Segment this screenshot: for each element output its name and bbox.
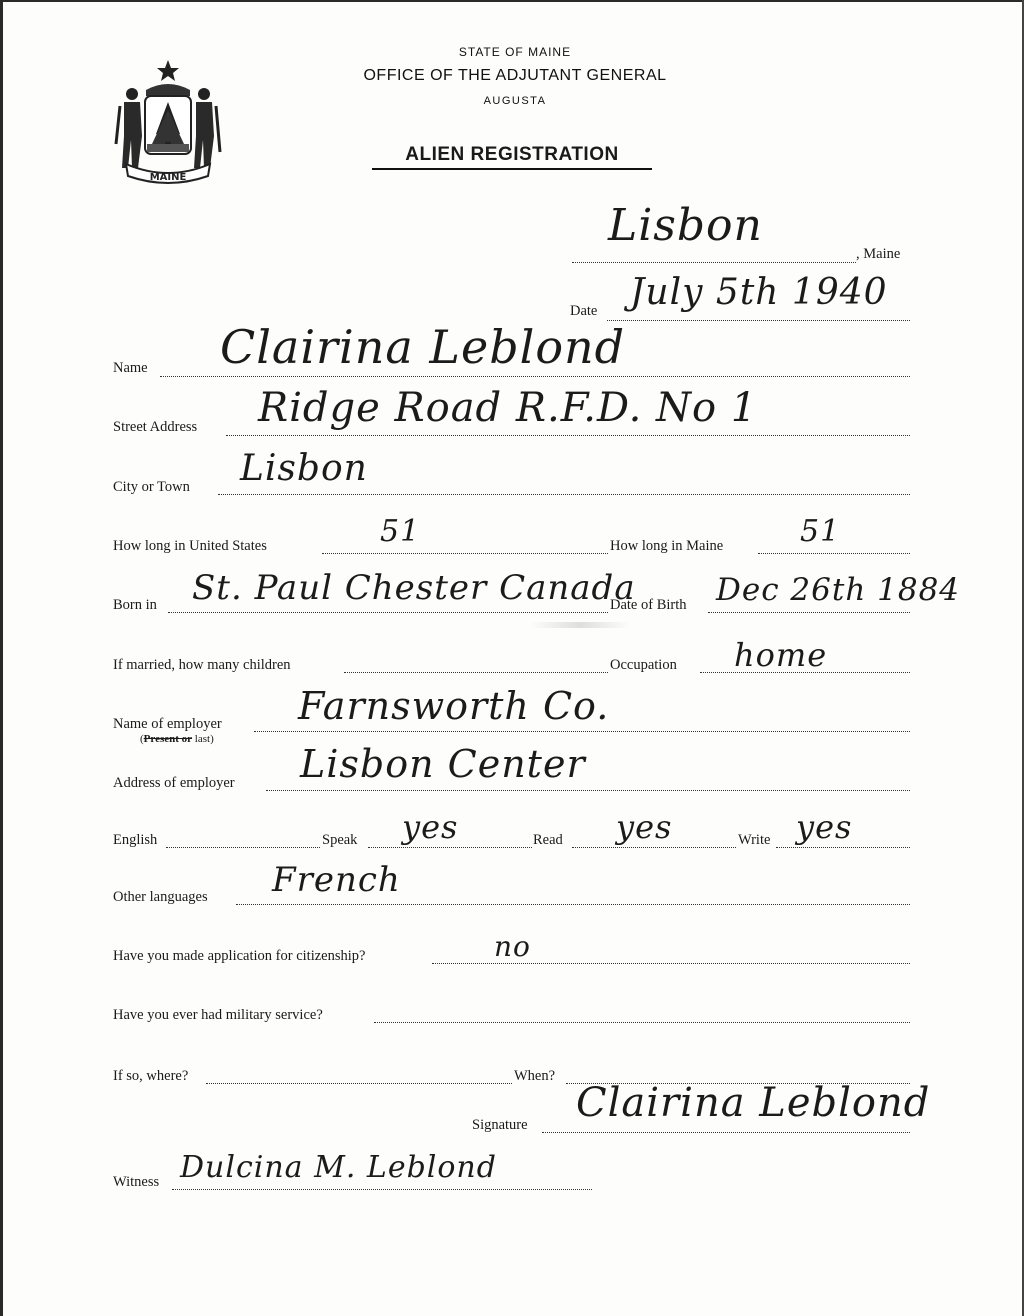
place-value[interactable]: Lisbon [608, 200, 763, 251]
signature-value[interactable]: Clairina Leblond [576, 1080, 931, 1126]
speak-label: Speak [322, 832, 358, 848]
employer-address-line [266, 790, 910, 791]
english-label: English [113, 832, 158, 848]
read-line [572, 847, 736, 848]
date-of-birth-label: Date of Birth [610, 597, 687, 613]
name-value[interactable]: Clairina Leblond [220, 320, 626, 374]
page-edge-left [0, 0, 3, 1316]
maine-state-seal-icon [112, 56, 224, 186]
employer-sublabel [140, 733, 214, 745]
employer-address-label: Address of employer [113, 775, 235, 791]
where-line [206, 1083, 512, 1084]
how-long-maine-label: How long in Maine [610, 538, 724, 554]
place-suffix: , Maine [856, 246, 901, 262]
how-long-us-label: How long in United States [113, 538, 267, 554]
military-label: Have you ever had military service? [113, 1007, 323, 1023]
employer-sublabel-paren: ( [140, 733, 144, 745]
header-office: OFFICE OF THE ADJUTANT GENERAL [363, 67, 667, 84]
name-line [160, 376, 910, 377]
city-value[interactable]: Lisbon [240, 448, 368, 489]
street-address-value[interactable]: Ridge Road R.F.D. No 1 [258, 385, 758, 431]
date-of-birth-value[interactable]: Dec 26th 1884 [716, 572, 961, 608]
signature-label: Signature [472, 1117, 528, 1133]
employer-label: Name of employer [113, 716, 222, 732]
employer-sublabel-struck: Present or [143, 733, 193, 745]
born-in-value[interactable]: St. Paul Chester Canada [192, 568, 636, 608]
how-long-us-line [322, 553, 608, 554]
citizenship-line [432, 963, 910, 964]
occupation-label: Occupation [610, 657, 677, 673]
military-line [374, 1022, 910, 1023]
how-long-maine-value[interactable]: 51 [800, 514, 841, 549]
born-in-line [168, 612, 608, 613]
street-address-label: Street Address [113, 419, 198, 435]
read-value[interactable]: yes [616, 808, 673, 846]
signature-line [542, 1132, 910, 1133]
write-label: Write [738, 832, 771, 848]
paper-scuff [530, 622, 630, 628]
name-label: Name [113, 360, 148, 376]
city-label: City or Town [113, 479, 190, 495]
speak-value[interactable]: yes [402, 808, 459, 846]
read-label: Read [533, 832, 563, 848]
street-address-line [226, 435, 910, 436]
write-line [776, 847, 910, 848]
seal-lettering: MAINE [149, 172, 187, 183]
city-line [218, 494, 910, 495]
children-line [344, 672, 608, 673]
citizenship-value[interactable]: no [494, 930, 531, 963]
header-city: AUGUSTA [483, 95, 547, 107]
place-line [572, 262, 856, 263]
english-line [166, 847, 320, 848]
citizenship-label: Have you made application for citizenship? [113, 948, 366, 964]
page-edge-top [0, 0, 1024, 2]
where-label: If so, where? [113, 1068, 189, 1084]
speak-line [368, 847, 532, 848]
date-of-birth-line [708, 612, 910, 613]
employer-sublabel-rest: last) [194, 733, 214, 745]
occupation-value[interactable]: home [734, 636, 828, 674]
other-languages-line [236, 904, 910, 905]
how-long-maine-line [758, 553, 910, 554]
employer-value[interactable]: Farnsworth Co. [298, 684, 610, 728]
employer-line [254, 731, 910, 732]
date-line [607, 320, 910, 321]
write-value[interactable]: yes [796, 808, 853, 846]
witness-line [172, 1189, 592, 1190]
witness-value[interactable]: Dulcina M. Leblond [180, 1150, 497, 1185]
date-value[interactable]: July 5th 1940 [630, 272, 888, 313]
date-label: Date [570, 303, 598, 319]
form-title: ALIEN REGISTRATION [372, 144, 652, 170]
other-languages-label: Other languages [113, 889, 208, 905]
witness-label: Witness [113, 1174, 160, 1190]
when-label: When? [514, 1068, 556, 1084]
other-languages-value[interactable]: French [272, 860, 401, 900]
employer-address-value[interactable]: Lisbon Center [300, 742, 586, 786]
born-in-label: Born in [113, 597, 157, 613]
children-label: If married, how many children [113, 657, 291, 673]
how-long-us-value[interactable]: 51 [380, 514, 421, 549]
header-state: STATE OF MAINE [458, 45, 572, 59]
